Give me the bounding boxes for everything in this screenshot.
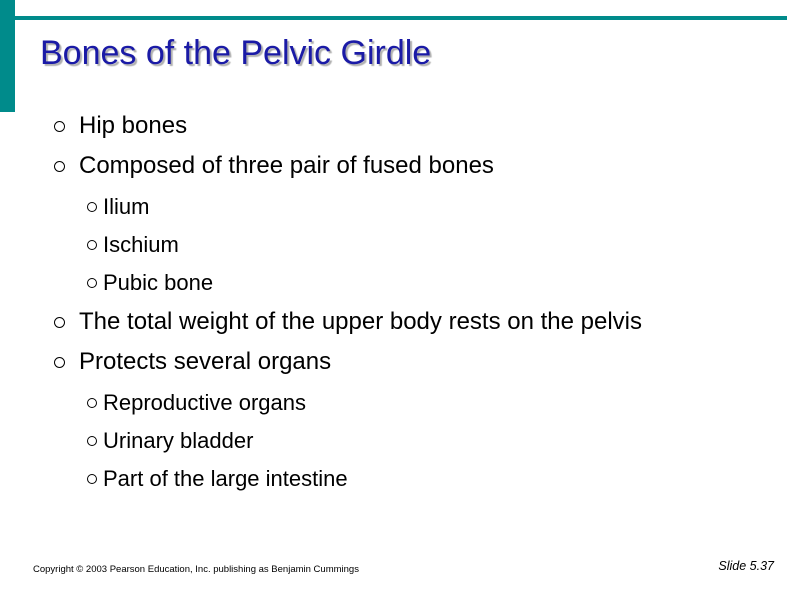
slide-title: Bones of the Pelvic Girdle — [40, 34, 432, 72]
bullet-text: Ilium — [103, 194, 150, 219]
bullet-text: Hip bones — [79, 112, 188, 139]
sub-bullet-item — [87, 193, 149, 221]
bullet-item — [54, 111, 187, 141]
hollow-circle-icon — [54, 357, 65, 368]
hollow-circle-icon — [54, 121, 65, 132]
bullet-item — [54, 151, 494, 181]
bullet-text: Reproductive organs — [103, 390, 307, 415]
accent-bar-vertical — [0, 0, 15, 112]
hollow-circle-icon — [54, 317, 65, 328]
hollow-circle-icon — [87, 240, 97, 250]
sub-bullet-item — [87, 427, 253, 455]
bullet-text: Urinary bladder — [103, 428, 254, 453]
sub-bullet-item — [87, 465, 348, 493]
hollow-circle-icon — [87, 436, 97, 446]
bullet-text: Ischium — [103, 232, 179, 257]
accent-bar-horizontal — [15, 16, 787, 20]
bullet-text: Protects several organs — [79, 348, 332, 375]
sub-bullet-item — [87, 269, 213, 297]
bullet-text: Part of the large intestine — [103, 466, 348, 491]
bullet-text: The total weight of the upper body rests on the pelvis — [79, 308, 643, 335]
bullet-item — [54, 307, 642, 337]
footer-copyright: Copyright © 2003 Pearson Education, Inc. publishing as Benjamin Cummings — [33, 564, 359, 575]
hollow-circle-icon — [87, 474, 97, 484]
hollow-circle-icon — [87, 278, 97, 288]
bullet-text: Pubic bone — [103, 270, 214, 295]
sub-bullet-item — [87, 231, 179, 259]
bullet-text: Composed of three pair of fused bones — [79, 152, 494, 179]
hollow-circle-icon — [87, 202, 97, 212]
hollow-circle-icon — [87, 398, 97, 408]
bullet-item — [54, 347, 331, 377]
slide-number: Slide 5.37 — [718, 559, 774, 573]
hollow-circle-icon — [54, 161, 65, 172]
sub-bullet-item — [87, 389, 306, 417]
